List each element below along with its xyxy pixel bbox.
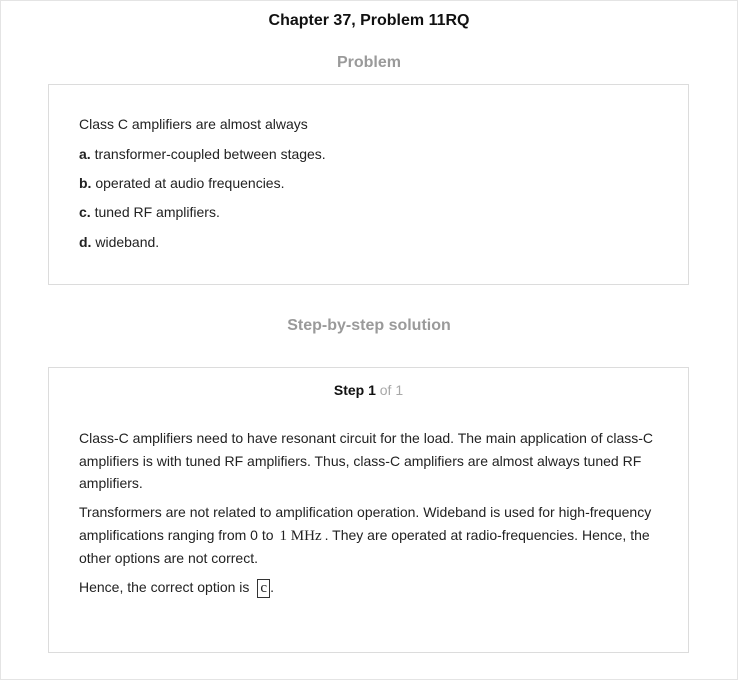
option-text: wideband.	[91, 234, 160, 250]
solution-card	[48, 367, 689, 653]
solution-conclusion	[79, 576, 659, 599]
option-letter: a.	[79, 146, 91, 162]
math-frequency: 1 MHz	[279, 527, 322, 544]
conclusion-period: .	[270, 579, 274, 595]
option-letter: d.	[79, 234, 92, 250]
problem-question: Class C amplifiers are almost always	[79, 116, 308, 132]
problem-card	[48, 84, 689, 285]
option-a	[79, 146, 326, 162]
solution-paragraph-2	[79, 501, 659, 570]
paragraph-2-text-end: . They are operated at radio-frequencies. Hence, the other options are not correct.	[79, 526, 650, 566]
step-header	[49, 382, 688, 398]
option-text: tuned RF amplifiers.	[90, 204, 220, 220]
option-text: operated at audio frequencies.	[91, 175, 285, 191]
option-letter: c.	[79, 204, 91, 220]
problem-heading: Problem	[336, 54, 401, 71]
option-letter: b.	[79, 175, 92, 191]
answer-box: c	[257, 579, 270, 598]
step-count: of 1	[375, 382, 404, 398]
option-d	[79, 234, 159, 250]
option-b	[79, 175, 284, 191]
paragraph-2-text: Transformers are not related to amplification operation. Wideband is used for high-frequency amplifications ranging from 0 to	[79, 504, 652, 543]
step-label: Step 1	[333, 382, 376, 398]
option-c	[79, 204, 220, 220]
solution-heading: Step-by-step solution	[287, 317, 451, 334]
conclusion-text: Hence, the correct option is	[79, 579, 250, 595]
option-text: transformer-coupled between stages.	[90, 146, 326, 162]
page-title: Chapter 37, Problem 11RQ	[268, 12, 470, 29]
solution-paragraph-1: Class-C amplifiers need to have resonant circuit for the load. The main application of class-C amplifiers is with tuned RF amplifiers. Thus, class-C amplifiers are almost always tuned RF amplifiers.	[79, 430, 654, 491]
